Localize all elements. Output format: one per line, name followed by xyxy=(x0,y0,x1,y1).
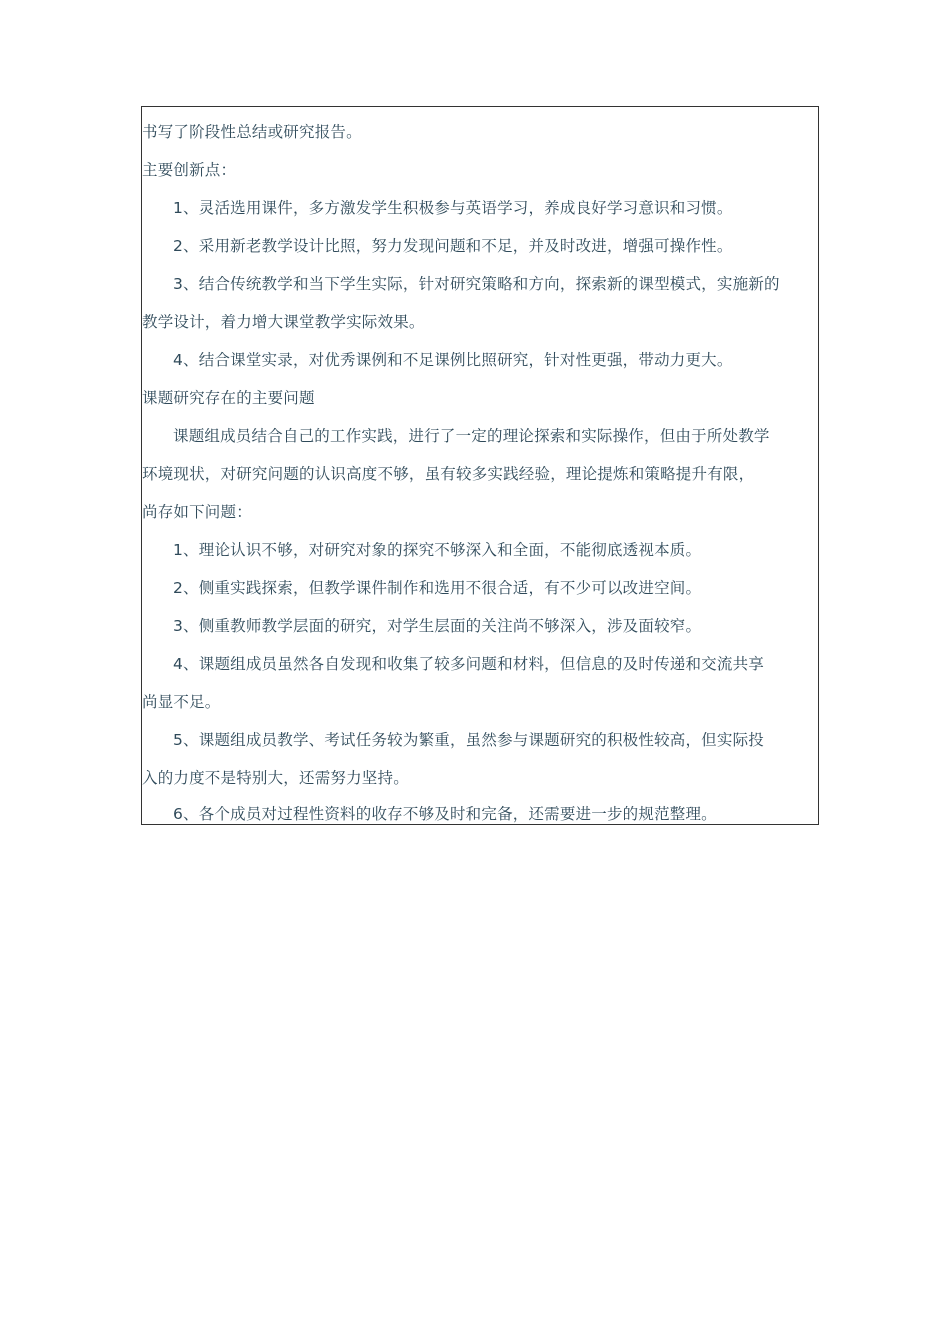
text-line-10: 环境现状，对研究问题的认识高度不够，虽有较多实践经验，理论提炼和策略提升有限， xyxy=(142,465,755,483)
text-line-19: 6、各个成员对过程性资料的收存不够及时和完备，还需要进一步的规范整理。 xyxy=(173,805,717,823)
text-line-4: 2、采用新老教学设计比照，努力发现问题和不足，并及时改进，增强可操作性。 xyxy=(173,237,733,255)
text-line-12: 1、理论认识不够，对研究对象的探究不够深入和全面，不能彻底透视本质。 xyxy=(173,541,702,559)
text-line-9: 课题组成员结合自己的工作实践，进行了一定的理论探索和实际操作，但由于所处教学 xyxy=(173,427,770,445)
text-line-14: 3、侧重教师教学层面的研究，对学生层面的关注尚不够深入，涉及面较窄。 xyxy=(173,617,702,635)
text-line-2: 主要创新点： xyxy=(142,161,237,179)
text-line-1: 书写了阶段性总结或研究报告。 xyxy=(142,123,362,141)
text-line-18: 入的力度不是特别大，还需努力坚持。 xyxy=(142,769,409,787)
text-line-3: 1、灵活选用课件，多方激发学生积极参与英语学习，养成良好学习意识和习惯。 xyxy=(173,199,733,217)
text-line-13: 2、侧重实践探索，但教学课件制作和选用不很合适，有不少可以改进空间。 xyxy=(173,579,702,597)
text-line-11: 尚存如下问题： xyxy=(142,503,252,521)
text-line-15: 4、课题组成员虽然各自发现和收集了较多问题和材料，但信息的及时传递和交流共享 xyxy=(173,655,764,673)
text-line-16: 尚显不足。 xyxy=(142,693,221,711)
document-table-cell xyxy=(141,106,819,825)
text-line-17: 5、课题组成员教学、考试任务较为繁重，虽然参与课题研究的积极性较高，但实际投 xyxy=(173,731,764,749)
section-heading: 课题研究存在的主要问题 xyxy=(142,389,315,407)
text-line-6: 教学设计，着力增大课堂教学实际效果。 xyxy=(142,313,425,331)
text-line-7: 4、结合课堂实录，对优秀课例和不足课例比照研究，针对性更强，带动力更大。 xyxy=(173,351,733,369)
text-line-5: 3、结合传统教学和当下学生实际，针对研究策略和方向，探索新的课型模式，实施新的 xyxy=(173,275,780,293)
